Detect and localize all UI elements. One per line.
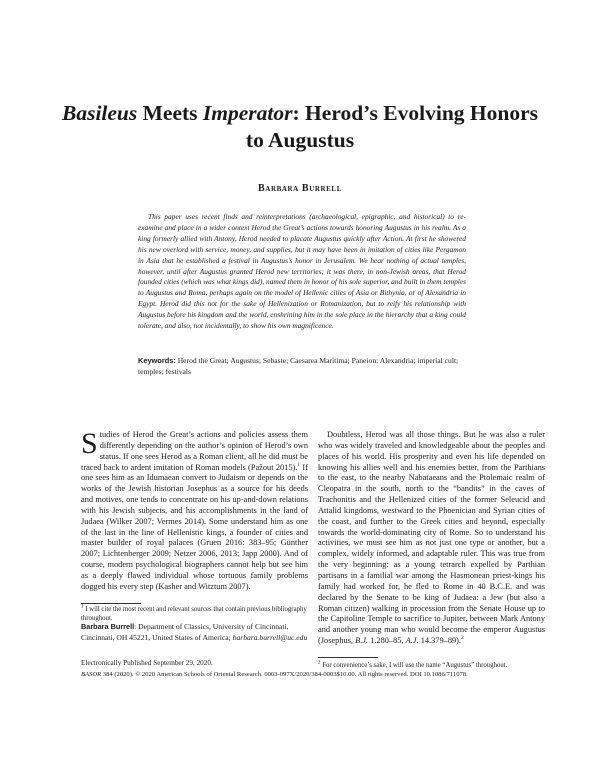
- title-rest: : Herod’s Evolving Honors to Augustus: [245, 101, 538, 152]
- publication-date: Electronically Published September 29, 2020.: [81, 659, 213, 667]
- footnote-ref-1[interactable]: 1: [297, 461, 301, 468]
- footnote-2-number: 2: [318, 660, 321, 666]
- abstract: This paper uses recent finds and reinterpretations (archaeological, epigraphic, and historical) to re-examine and place in a wider context Herod the Great’s actions towards honoring Augustus in his realm. As a king formerly allied with Antony, Herod needed to placate Augustus quickly after Action. At first he showered his new overlord with service, money, and supplies, but it may have been in imitation of cities like Pergamon in Asia that he established a festival in Augustus’s honor in Jerusalem. We hear nothing of actual temples, however, until after Augustus granted Herod new territories; it was there, in non-Jewish areas, that Herod founded cities (which was what kings did), named them in honor of his sole superior, and built in them temples to Augustus and Roma, perhaps again on the model of Hellenic cities of Asia or Bithynia, or of Alexandria in Egypt. Herod did this not for the sake of Hellenization or Romanization, but to reify his relationship with Augustus before his kingdom and the world, enshrining him in the sole place in the hierarchy that a king could tolerate, and also, not incidentally, to show his own magnificence.: [138, 212, 466, 331]
- footnote-ref-2[interactable]: 2: [461, 635, 464, 642]
- title-imperator: Imperator: [202, 101, 293, 125]
- title-meets: Meets: [137, 101, 203, 125]
- footnote-divider-right: [318, 657, 378, 658]
- body-column-left: [81, 427, 308, 593]
- footnote-2: [318, 661, 545, 670]
- body-right-text-c: 14.379–89).: [418, 636, 462, 646]
- article-title: [60, 100, 540, 154]
- keywords-label: Keywords:: [138, 356, 176, 365]
- keywords-text: Herod the Great; Augustus; Sebaste; Caesarea Maritima; Paneion; Alexandria; imperial cult; temples; festivals: [138, 356, 459, 376]
- author-affiliation: [81, 621, 308, 643]
- affiliation-name: Barbara Burrell: [81, 622, 135, 631]
- body-right-text-b: 1.280–85,: [368, 636, 406, 646]
- author-name: Barbara Burrell: [258, 183, 342, 194]
- journal-name: BASOR: [81, 671, 102, 678]
- footnote-divider-left: [81, 603, 141, 604]
- body-left-text-a: tudies of Herod the Great’s actions and policies assess them differently depending on the author’s opinion of Herod’s own status. If one sees Herod as a Roman client, all he did must be traced back to ardent imitation of Roman models (Pažout 2015).: [81, 430, 308, 472]
- body-column-right: [318, 430, 545, 647]
- drop-cap: S: [81, 427, 98, 460]
- journal-info: [81, 671, 521, 678]
- author-email[interactable]: barbara.burrell@uc.edu: [232, 633, 308, 642]
- footnote-1-number: 1: [81, 604, 84, 610]
- citation-bj: B.J.: [355, 636, 369, 646]
- citation-aj: A.J.: [405, 636, 419, 646]
- footnote-2-text: For convenience’s sake, I will use the name “Augustus” throughout.: [320, 662, 508, 669]
- title-basileus: Basileus: [61, 101, 138, 125]
- keywords: [138, 355, 466, 377]
- footnote-1-text: I will cite the most recent and relevant sources that contain previous bibliography throughout.: [81, 606, 307, 622]
- body-right-text-a: Doubtless, Herod was all those things. But he was also a ruler who was widely traveled and knowledgeable about the peoples and places of his world. His prosperity and even his life depended on knowing his allies well and his enemies better, from the Parthians to the east, to the nearby Nabataeans and the Ptolemaic realm of Cleopatra in the south, north to the “bandits” in the caves of Trachonitis and the Hellenized cities of the former Seleucid and Attalid kingdoms, westward to the Phoenician and Syrian cities of the coast, and further to the Greek cities and beyond, especially towards the world-dominating city of Rome. So to understand his activities, we must see him as not just one type or another, but a complex, widely informed, and adaptable ruler. This was true from the very beginning: as a young tetrarch expelled by Parthian partisans in a familial war among the Hasmonean priest-kings his family had worked for, he fled to Rome in 40 B.C.E. and was declared by the Senate to be king of Judaea: a Jew (but also a Roman citizen) walking in procession from the Senate House up to the Capitoline Temple to sacrifice to Jupiter, between Mark Antony and another young man who would become the emperor Augustus (Josephus,: [318, 430, 545, 646]
- journal-details: 384 (2020). © 2020 American Schools of Oriental Research. 0003-097X/2020/384-0003$10.00. All rights reserved. DOI 10.1086/711078.: [101, 671, 468, 678]
- body-left-text-b: If one sees him as an Idumaean convert to Judaism or depends on the works of the Jewish historian Josephus as a source for his deeds and motives, one tends to concentrate on his up-and-down relations with his Jewish subjects, and his accomplishments in the land of Judaea (Wilker 2007; Vermes 2014). Some understand him as one of the last in the line of Hellenistic kings, a founder of cities and master builder of royal palaces (Gruen 2016: 383–95; Günther 2007; Lichtenberger 2009; Netzer 2006, 2013; Japp 2000). And of course, modern psychological biographers cannot help but see him as a deeply flawed individual whose tortuous family problems dogged his every step (Kasher and Witztum 2007).: [81, 462, 308, 591]
- affiliation-text: : Department of Classics, University of Cincinnati, Cincinnati, OH 45221, United States of America;: [81, 622, 289, 642]
